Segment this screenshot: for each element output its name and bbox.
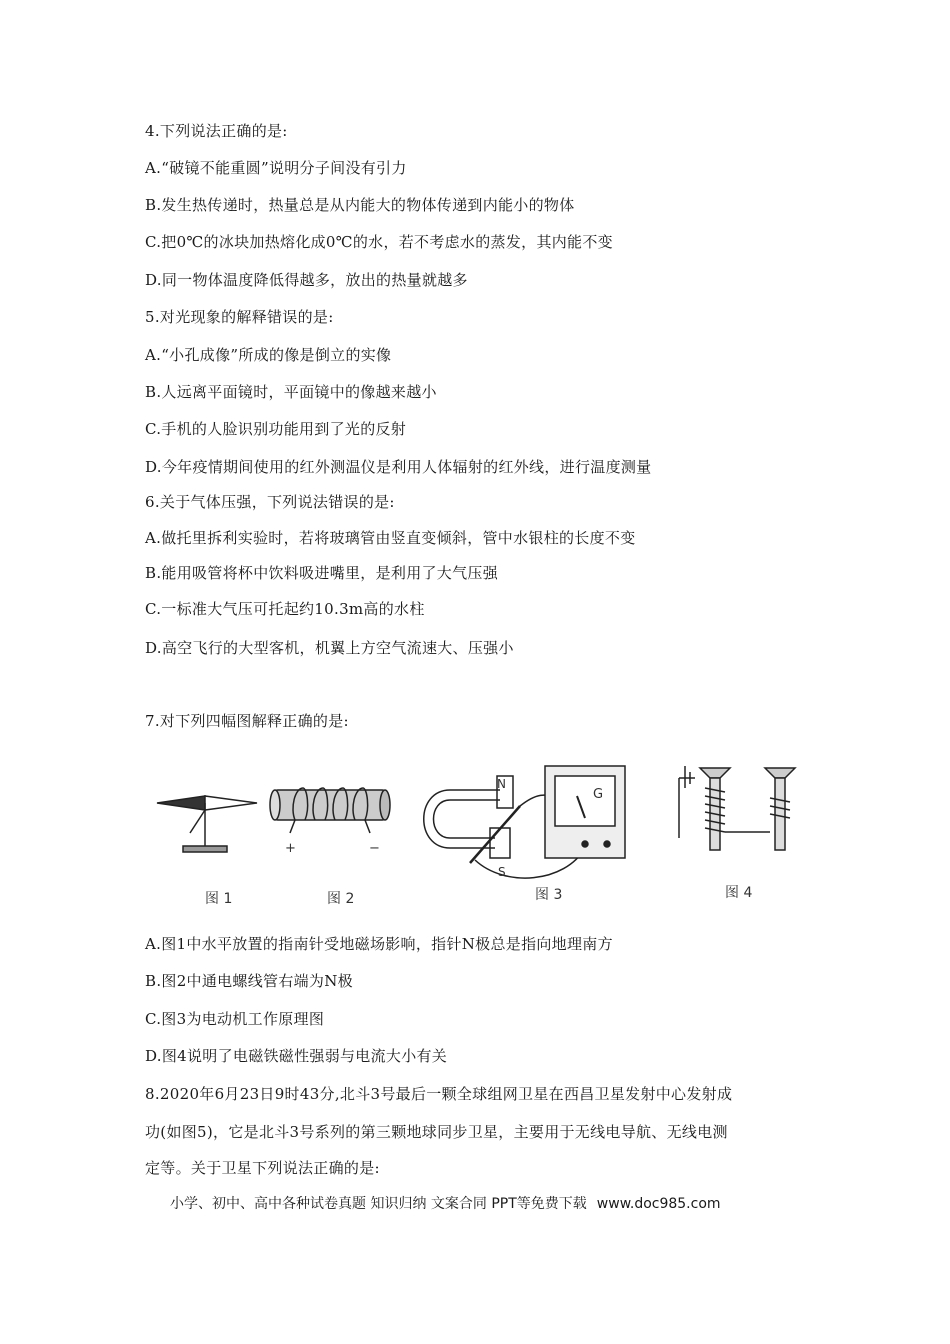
q5-stem: 5.对光现象的解释错误的是: xyxy=(145,308,334,326)
fig2-solenoid xyxy=(270,788,390,833)
fig1-caption: 图 1 xyxy=(205,891,233,907)
fig4-electromagnets xyxy=(679,766,795,850)
fig3-generator xyxy=(424,766,625,878)
q7-figures-drawing xyxy=(145,748,825,908)
fig3-caption: 图 3 xyxy=(535,887,563,903)
q6-option-a: A.做托里拆利实验时，若将玻璃管由竖直变倾斜，管中水银柱的长度不变 xyxy=(145,529,636,547)
q4-option-b: B.发生热传递时，热量总是从内能大的物体传递到内能小的物体 xyxy=(145,196,575,214)
q8-line-2: 功(如图5)，它是北斗3号系列的第三颗地球同步卫星，主要用于无线电导航、无线电测 xyxy=(145,1123,728,1141)
footer-text: 小学、初中、高中各种试卷真题 知识归纳 文案合同 PPT等免费下载 xyxy=(170,1196,587,1212)
q8-line-1: 8.2020年6月23日9时43分,北斗3号最后一颗全球组网卫星在西昌卫星发射中心发射成 xyxy=(145,1085,733,1103)
q5-option-a: A.“小孔成像”所成的像是倒立的实像 xyxy=(145,346,392,364)
q4-option-d: D.同一物体温度降低得越多，放出的热量就越多 xyxy=(145,271,468,289)
q7-option-d: D.图4说明了电磁铁磁性强弱与电流大小有关 xyxy=(145,1047,448,1065)
q7-option-a: A.图1中水平放置的指南针受地磁场影响，指针N极总是指向地理南方 xyxy=(145,935,613,953)
q8-line-3: 定等。关于卫星下列说法正确的是: xyxy=(145,1159,380,1177)
fig4-caption: 图 4 xyxy=(725,885,753,901)
q5-option-c: C.手机的人脸识别功能用到了光的反射 xyxy=(145,420,407,438)
q7-stem: 7.对下列四幅图解释正确的是: xyxy=(145,712,349,730)
fig3-g-label: G xyxy=(593,787,604,802)
q6-option-d: D.高空飞行的大型客机，机翼上方空气流速大、压强小 xyxy=(145,639,514,657)
fig2-caption: 图 2 xyxy=(327,891,355,907)
q4-option-c: C.把0℃的冰块加热熔化成0℃的水，若不考虑水的蒸发，其内能不变 xyxy=(145,233,613,251)
q6-option-b: B.能用吸管将杯中饮料吸进嘴里，是利用了大气压强 xyxy=(145,564,498,582)
q4-option-a: A.“破镜不能重圆”说明分子间没有引力 xyxy=(145,159,407,177)
q7-figures xyxy=(145,748,825,908)
footer xyxy=(170,1193,721,1213)
fig3-n-label: N xyxy=(497,777,506,791)
q4-stem: 4.下列说法正确的是: xyxy=(145,122,288,140)
fig2-plus-label: + xyxy=(285,841,296,856)
q7-option-c: C.图3为电动机工作原理图 xyxy=(145,1010,325,1028)
q6-option-c: C.一标准大气压可托起约10.3m高的水柱 xyxy=(145,600,425,618)
fig1-compass-needle xyxy=(157,796,257,852)
footer-url[interactable]: www.doc985.com xyxy=(596,1196,721,1212)
q7-option-b: B.图2中通电螺线管右端为N极 xyxy=(145,972,353,990)
q5-option-b: B.人远离平面镜时，平面镜中的像越来越小 xyxy=(145,383,437,401)
q6-stem: 6.关于气体压强，下列说法错误的是: xyxy=(145,493,395,511)
fig3-s-label: S xyxy=(498,865,506,879)
q5-option-d: D.今年疫情期间使用的红外测温仪是利用人体辐射的红外线，进行温度测量 xyxy=(145,458,652,476)
fig2-minus-label: − xyxy=(369,841,380,856)
